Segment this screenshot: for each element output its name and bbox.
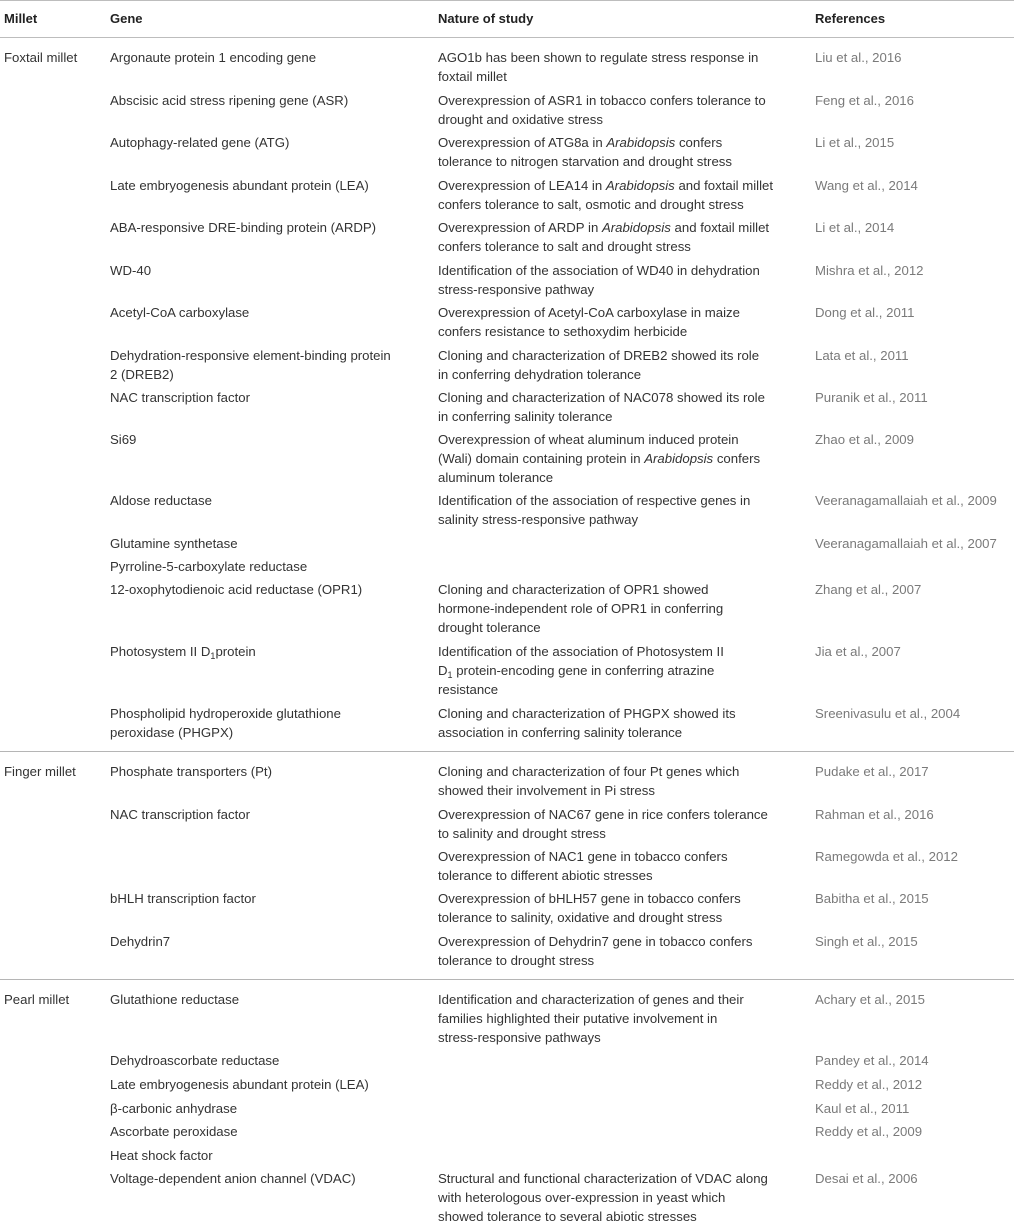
nature-cell: Cloning and characterization of PHGPX showed its association in conferring salinity tolerance (438, 706, 736, 740)
gene-cell: Dehydroascorbate reductase (110, 1053, 280, 1068)
gene-cell: Glutamine synthetase Pyrroline-5-carboxylate reductase (110, 536, 308, 574)
gene-cell: NAC transcription factor (110, 390, 250, 405)
gene-cell: Si69 (110, 432, 137, 447)
nature-cell: Overexpression of wheat aluminum induced protein (Wali) domain containing protein in Arabidopsis confers aluminum tolerance (438, 432, 761, 485)
nature-cell: Overexpression of ATG8a in Arabidopsis confers tolerance to nitrogen starvation and drought stress (438, 135, 732, 169)
reference-cell: Pandey et al., 2014 (815, 1053, 929, 1068)
nature-cell: Identification of the association of respective genes in salinity stress-responsive pathway (438, 493, 751, 527)
reference-cell: Babitha et al., 2015 (815, 891, 929, 906)
col-header-millet: Millet (4, 11, 38, 26)
gene-cell: Phospholipid hydroperoxide glutathione peroxidase (PHGPX) (110, 706, 341, 740)
reference-cell: Puranik et al., 2011 (815, 390, 928, 405)
reference-cell: Desai et al., 2006 (815, 1171, 918, 1186)
reference-cell: Li et al., 2015 (815, 135, 895, 150)
nature-cell: Overexpression of Acetyl-CoA carboxylase in maize confers resistance to sethoxydim herbicide (438, 305, 740, 339)
reference-cell: Feng et al., 2016 (815, 93, 914, 108)
gene-cell: Dehydrin7 (110, 934, 171, 949)
nature-cell: Overexpression of bHLH57 gene in tobacco confers tolerance to salinity, oxidative and drought stress (438, 891, 741, 925)
col-header-references: References (815, 11, 886, 26)
reference-cell: Reddy et al., 2009 (815, 1124, 923, 1139)
reference-cell: Lata et al., 2011 (815, 348, 909, 363)
group-divider (0, 979, 1014, 980)
gene-cell: Aldose reductase (110, 493, 212, 508)
col-header-gene: Gene (110, 11, 143, 26)
nature-cell: Cloning and characterization of NAC078 showed its role in conferring salinity tolerance (438, 390, 765, 424)
nature-cell: Overexpression of LEA14 in Arabidopsis and foxtail millet confers tolerance to salt, osmotic and drought stress (438, 178, 774, 212)
nature-cell: Cloning and characterization of four Pt genes which showed their involvement in Pi stress (438, 764, 740, 798)
col-header-nature: Nature of study (438, 11, 534, 26)
gene-cell: Abscisic acid stress ripening gene (ASR) (110, 93, 349, 108)
nature-cell: Overexpression of Dehydrin7 gene in tobacco confers tolerance to drought stress (438, 934, 753, 968)
group-divider (0, 751, 1014, 752)
gene-cell: ABA-responsive DRE-binding protein (ARDP) (110, 220, 377, 235)
nature-cell: Structural and functional characterization of VDAC along with heterologous over-expression in yeast which showed tolerance to several abiotic stresses (438, 1171, 768, 1224)
gene-cell: Late embryogenesis abundant protein (LEA) (110, 178, 369, 193)
reference-cell: Singh et al., 2015 (815, 934, 918, 949)
reference-cell: Ramegowda et al., 2012 (815, 849, 958, 864)
gene-cell: Voltage-dependent anion channel (VDAC) (110, 1171, 356, 1186)
reference-cell: Zhang et al., 2007 (815, 582, 922, 597)
reference-cell: Wang et al., 2014 (815, 178, 918, 193)
gene-cell: Late embryogenesis abundant protein (LEA) (110, 1077, 369, 1092)
group-label-pearl: Pearl millet (4, 992, 70, 1007)
group-label-finger: Finger millet (4, 764, 76, 779)
reference-cell: Liu et al., 2016 (815, 50, 902, 65)
nature-cell: Overexpression of ARDP in Arabidopsis and foxtail millet confers tolerance to salt and drought stress (438, 220, 770, 254)
gene-cell: Dehydration-responsive element-binding protein 2 (DREB2) (110, 348, 391, 382)
nature-cell: Identification of the association of Photosystem II $D_1$ protein-encoding gene in conferring atrazine resistance (438, 644, 724, 697)
gene-cell: NAC transcription factor (110, 807, 250, 822)
gene-cell: Phosphate transporters (Pt) (110, 764, 272, 779)
nature-cell: Identification of the association of WD40 in dehydration stress-responsive pathway (438, 263, 760, 297)
gene-cell: Argonaute protein 1 encoding gene (110, 50, 317, 65)
gene-cell: Photosystem II $D_1protein$ (110, 644, 256, 661)
nature-cell: Overexpression of NAC67 gene in rice confers tolerance to salinity and drought stress (438, 807, 768, 841)
nature-cell: AGO1b has been shown to regulate stress response in foxtail millet (438, 50, 759, 84)
gene-cell: Ascorbate peroxidase (110, 1124, 238, 1139)
reference-cell: Zhao et al., 2009 (815, 432, 914, 447)
nature-cell: Overexpression of NAC1 gene in tobacco confers tolerance to different abiotic stresses (438, 849, 728, 883)
reference-cell: Sreenivasulu et al., 2004 (815, 706, 961, 721)
nature-cell: Overexpression of ASR1 in tobacco confers tolerance to drought and oxidative stress (438, 93, 766, 127)
gene-cell: WD-40 (110, 263, 152, 278)
reference-cell: Jia et al., 2007 (815, 644, 901, 659)
reference-cell: Mishra et al., 2012 (815, 263, 924, 278)
gene-cell: Glutathione reductase (110, 992, 240, 1007)
reference-cell: Achary et al., 2015 (815, 992, 925, 1007)
gene-cell: β-carbonic anhydrase (110, 1101, 238, 1116)
nature-cell: Identification and characterization of genes and their families highlighted their putative involvement in stress-responsive pathways (438, 992, 744, 1045)
reference-cell: Pudake et al., 2017 (815, 764, 929, 779)
group-label-foxtail: Foxtail millet (4, 50, 78, 65)
reference-cell: Li et al., 2014 (815, 220, 895, 235)
nature-cell: Cloning and characterization of DREB2 showed its role in conferring dehydration tolerance (438, 348, 760, 382)
gene-cell: Autophagy-related gene (ATG) (110, 135, 290, 150)
gene-cell: Heat shock factor (110, 1148, 213, 1163)
table-header (0, 0, 1014, 38)
gene-cell: 12-oxophytodienoic acid reductase (OPR1) (110, 582, 363, 597)
nature-cell: Cloning and characterization of OPR1 showed hormone-independent role of OPR1 in conferring drought tolerance (438, 582, 724, 635)
reference-cell: Kaul et al., 2011 (815, 1101, 910, 1116)
reference-cell: Rahman et al., 2016 (815, 807, 934, 822)
reference-cell: Reddy et al., 2012 (815, 1077, 923, 1092)
gene-cell: bHLH transcription factor (110, 891, 256, 906)
gene-cell: Acetyl-CoA carboxylase (110, 305, 250, 320)
reference-cell: Veeranagamallaiah et al., 2009 (815, 493, 997, 508)
reference-cell: Veeranagamallaiah et al., 2007 (815, 536, 997, 551)
reference-cell: Dong et al., 2011 (815, 305, 915, 320)
